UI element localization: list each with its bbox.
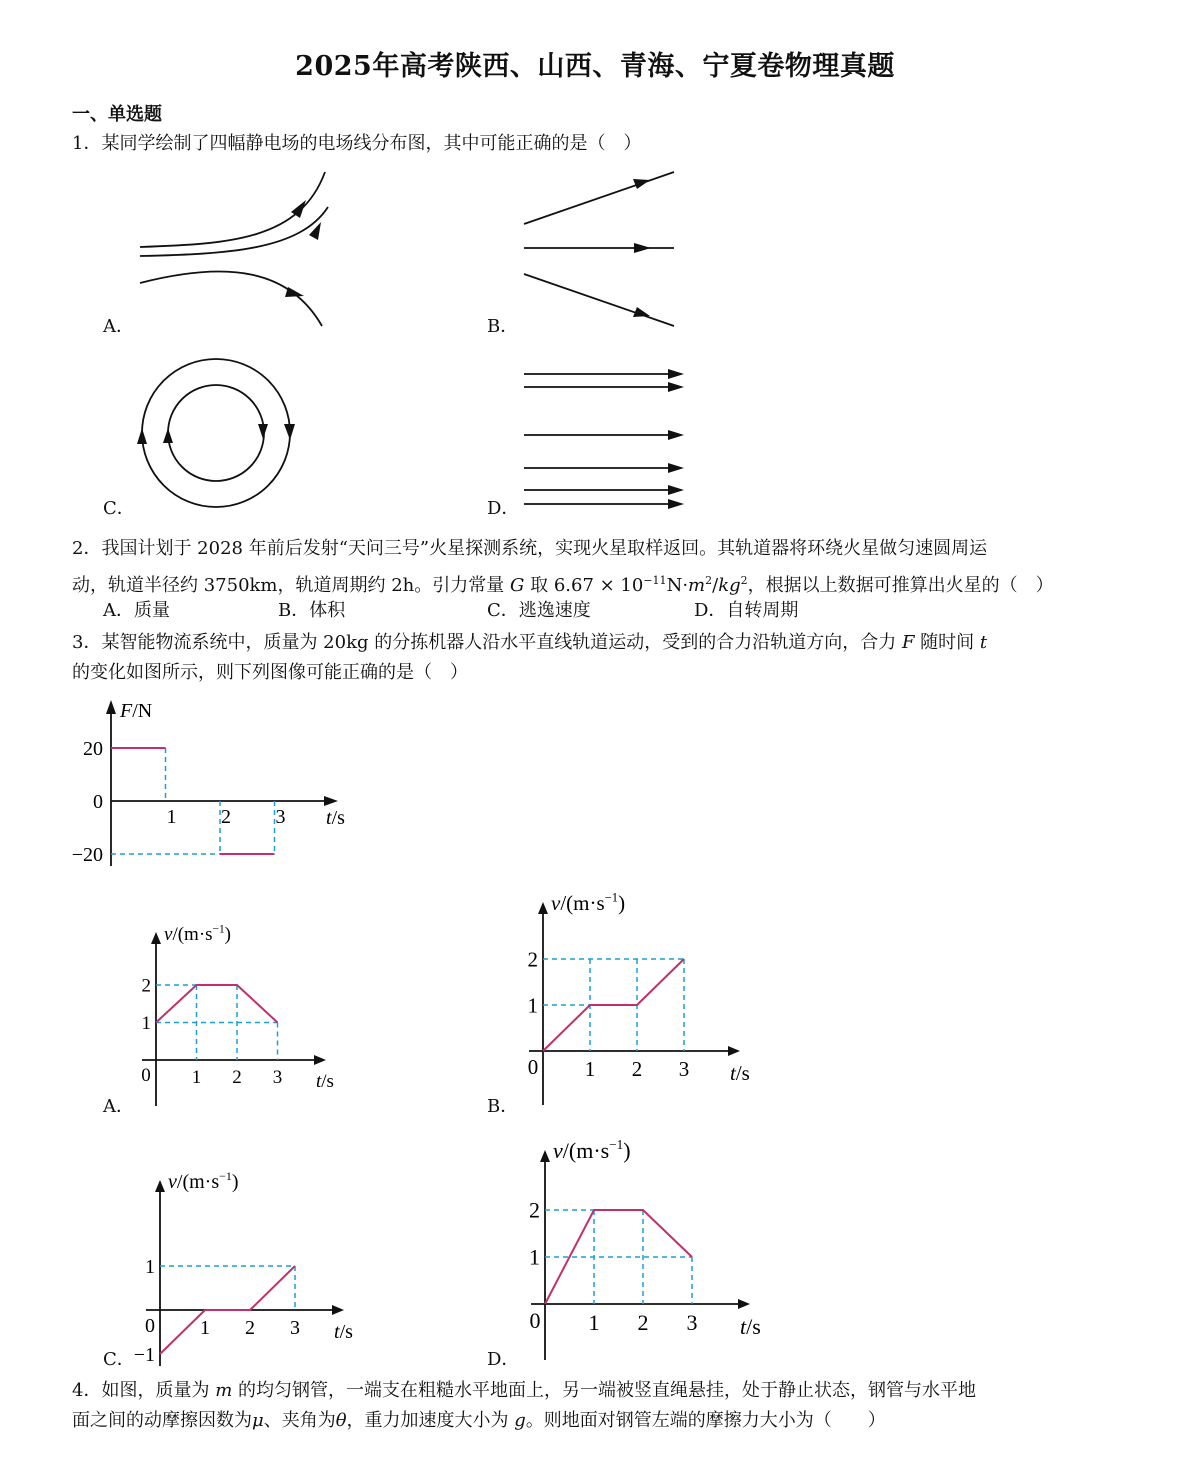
q4-text: 。则地面对钢管左端的摩擦力大小为（ ） <box>525 1410 886 1431</box>
section-heading: 一、单选题 <box>72 104 162 125</box>
origin-label: 0 <box>529 1308 541 1333</box>
velocity-curve <box>156 985 278 1023</box>
field-arrow <box>285 287 304 297</box>
q4-text: 、夹角为 <box>263 1410 336 1431</box>
q2-exponent: 2 <box>740 574 748 587</box>
q3-text: 随时间 <box>914 632 980 653</box>
field-arrow <box>668 485 684 495</box>
y-axis-arrow <box>155 1180 165 1192</box>
x-axis-arrow <box>332 1305 344 1315</box>
x-tick-label: 3 <box>275 806 286 828</box>
v-unit: /(m·s <box>176 1171 220 1193</box>
t-axis-label <box>730 1061 750 1085</box>
x-tick-label: 2 <box>245 1317 255 1339</box>
y-tick-label: 1 <box>529 1244 540 1270</box>
y-axis-arrow <box>540 1150 550 1162</box>
x-tick-label: 1 <box>200 1317 210 1339</box>
y-axis-arrow <box>106 700 116 714</box>
q4-var-mu: μ <box>252 1410 264 1431</box>
q1-option-c-label: C． <box>103 498 135 519</box>
v-unit-close: ) <box>618 891 626 915</box>
q2-line-1: 2．我国计划于 2028 年前后发射“天问三号”火星探测系统，实现火星取样返回。其轨道器将环绕火星做匀速圆周运 <box>72 538 988 559</box>
q3-var-t: t <box>979 632 988 653</box>
q1-option-b-label: B． <box>487 316 519 337</box>
q1-diagram-b <box>524 172 674 326</box>
v-axis-label <box>551 891 625 915</box>
q4-var-theta: θ <box>335 1410 347 1431</box>
q4-line-1 <box>72 1375 976 1407</box>
y-tick-label: 2 <box>141 975 151 997</box>
x-axis-arrow <box>324 796 338 806</box>
field-line-outer <box>142 359 290 507</box>
q4-var-m: m <box>215 1380 233 1401</box>
v-symbol: v <box>164 924 173 945</box>
field-line <box>524 172 674 224</box>
y-tick-label: 2 <box>529 1197 540 1223</box>
y-tick-label: 2 <box>527 947 538 972</box>
q4-text: 面之间的动摩擦因数为 <box>72 1410 252 1431</box>
field-arrow <box>668 430 684 440</box>
t-axis-label <box>740 1314 761 1339</box>
x-axis-arrow <box>314 1055 326 1065</box>
force-ylabel: F/N <box>120 700 153 722</box>
v-axis-label <box>553 1138 631 1163</box>
t-unit: /s <box>321 1071 334 1092</box>
y-axis-arrow <box>151 932 161 944</box>
q2-unit-kg: kg <box>718 575 741 596</box>
q4-var-g: g <box>514 1410 526 1431</box>
q2-text: / <box>712 575 719 596</box>
t-symbol: t <box>730 1061 736 1085</box>
x-tick-label: 3 <box>290 1317 300 1339</box>
y-tick-label: −1 <box>133 1344 155 1366</box>
q3-option-c-label: C． <box>103 1349 135 1370</box>
q3-var-f: F <box>901 632 915 653</box>
x-tick-label: 2 <box>221 806 231 828</box>
v-unit-close: ) <box>623 1138 631 1163</box>
origin-label: 0 <box>141 1065 151 1086</box>
t-unit: /s <box>339 1321 353 1343</box>
q2-option-c: C．逃逸速度 <box>487 600 591 621</box>
q3-option-a-label: A． <box>103 1096 134 1117</box>
x-axis-arrow <box>728 1046 740 1056</box>
v-symbol: v <box>551 891 561 915</box>
x-tick-label: 2 <box>637 1310 649 1335</box>
x-tick-label: 1 <box>166 806 177 828</box>
x-tick-label: 1 <box>584 1057 596 1081</box>
field-arrow <box>668 382 684 392</box>
field-arrow <box>668 369 684 379</box>
q2-text: N· <box>666 575 689 596</box>
q1-option-d-label: D． <box>487 498 520 519</box>
y-tick-label: 1 <box>527 993 538 1018</box>
x-axis-arrow <box>738 1299 750 1309</box>
t-symbol: t <box>316 1071 322 1092</box>
q2-text: 动，轨道半径约 3750km，轨道周期约 2h。引力常量 <box>72 575 510 596</box>
x-tick-label: 3 <box>686 1310 698 1335</box>
q2-text: ，根据以上数据可推算出火星的（ ） <box>747 575 1054 596</box>
field-arrow <box>633 179 650 189</box>
q2-var-g: G <box>510 575 525 596</box>
y-axis-arrow <box>538 902 548 914</box>
q2-option-b: B．体积 <box>278 600 346 621</box>
force-xlabel: t/s <box>326 807 345 829</box>
q1-diagram-d <box>524 369 684 509</box>
x-tick-label: 3 <box>272 1067 283 1088</box>
q1-field-diagrams <box>0 0 1190 520</box>
q4-line-2 <box>72 1405 886 1437</box>
q3-line-1 <box>72 627 987 659</box>
q2-exponent: 2 <box>705 574 713 587</box>
q2-option-a: A．质量 <box>103 600 170 621</box>
v-unit-close: ) <box>224 924 231 945</box>
v-unit-exponent: −1 <box>604 890 619 905</box>
field-arrow <box>634 243 651 253</box>
q3-option-d-label: D． <box>487 1349 520 1370</box>
q3-force-chart <box>0 690 400 880</box>
t-axis-label <box>316 1071 334 1092</box>
q3-graph-d <box>500 1138 780 1368</box>
v-symbol: v <box>168 1171 177 1193</box>
q3-text: 3．某智能物流系统中，质量为 20kg 的分拣机器人沿水平直线轨道运动，受到的合力沿轨道方向，合力 <box>72 632 902 653</box>
origin-label: 0 <box>145 1315 155 1337</box>
q3-line-2: 的变化如图所示，则下列图像可能正确的是（ ） <box>72 662 468 683</box>
q3-graph-c <box>100 1160 370 1370</box>
y-tick-label: 1 <box>145 1256 155 1278</box>
q2-exponent: −11 <box>643 574 667 587</box>
y-tick-label: 1 <box>141 1013 151 1035</box>
q3-graph-b <box>500 890 780 1110</box>
y-tick-label: 0 <box>93 791 103 813</box>
field-arrow <box>284 424 295 440</box>
v-symbol: v <box>553 1138 563 1163</box>
x-tick-label: 2 <box>232 1067 242 1088</box>
t-unit: /s <box>746 1314 761 1339</box>
v-unit-exponent: −1 <box>212 923 225 936</box>
t-axis-label <box>334 1321 353 1343</box>
q4-text: 的均匀钢管，一端支在粗糙水平地面上，另一端被竖直绳悬挂，处于静止状态，钢管与水平地 <box>232 1380 976 1401</box>
field-arrow <box>633 307 650 317</box>
v-unit-exponent: −1 <box>219 1169 232 1183</box>
q3-graph-a <box>100 920 360 1110</box>
q1-stem: 1．某同学绘制了四幅静电场的电场线分布图，其中可能正确的是（ ） <box>72 133 642 154</box>
q1-option-a-label: A． <box>103 316 134 337</box>
y-tick-label: −20 <box>71 844 103 866</box>
t-symbol: t <box>334 1321 340 1343</box>
page-title: 2025年高考陕西、山西、青海、宁夏卷物理真题 <box>295 51 895 82</box>
v-unit: /(m·s <box>172 924 213 945</box>
v-unit: /(m·s <box>560 891 605 915</box>
v-axis-label <box>168 1169 239 1193</box>
q2-unit-m: m <box>688 575 706 596</box>
v-unit-close: ) <box>231 1171 239 1193</box>
q4-text: 4．如图，质量为 <box>72 1380 216 1401</box>
field-arrow <box>258 424 268 439</box>
t-symbol: t <box>740 1314 747 1339</box>
q4-text: ，重力加速度大小为 <box>346 1410 515 1431</box>
y-tick-label: 20 <box>83 738 103 760</box>
field-line-inner <box>168 385 264 481</box>
origin-label: 0 <box>527 1055 539 1079</box>
q3-option-b-label: B． <box>487 1096 519 1117</box>
field-line <box>524 274 674 326</box>
q2-text: 取 6.67 × 10 <box>524 575 644 596</box>
field-arrow <box>668 463 684 473</box>
x-tick-label: 1 <box>588 1310 600 1335</box>
q1-diagram-a <box>140 172 328 326</box>
x-tick-label: 2 <box>631 1057 643 1081</box>
field-arrow <box>668 499 684 509</box>
v-unit-exponent: −1 <box>609 1138 624 1153</box>
q2-option-d: D．自转周期 <box>694 600 799 621</box>
v-unit: /(m·s <box>562 1138 610 1163</box>
v-axis-label <box>164 923 231 945</box>
field-arrow <box>137 428 147 444</box>
x-tick-label: 3 <box>678 1057 690 1081</box>
t-unit: /s <box>735 1061 750 1085</box>
field-line <box>140 271 322 326</box>
field-arrow <box>163 428 173 443</box>
x-tick-label: 1 <box>191 1067 202 1088</box>
q1-diagram-c <box>137 359 295 507</box>
